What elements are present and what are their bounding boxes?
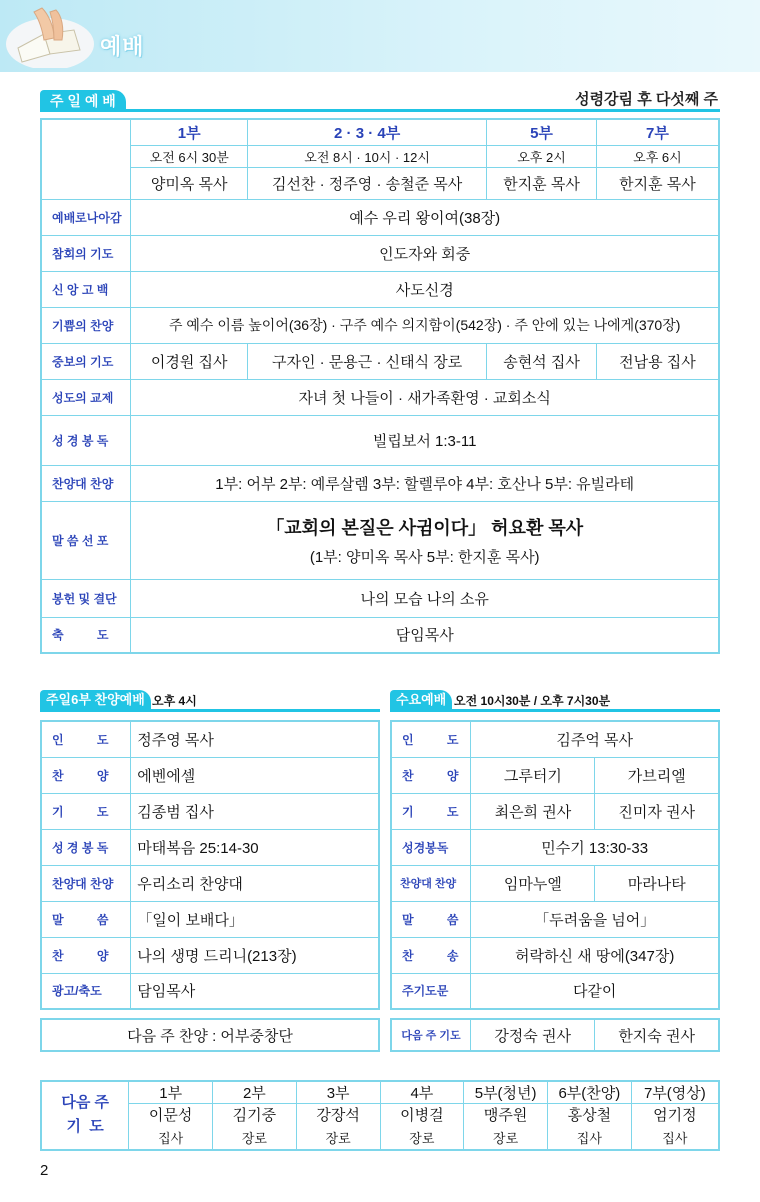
service-name: 1부 <box>131 119 248 145</box>
row-label: 축 도 <box>41 617 131 653</box>
service-name-row <box>41 119 719 145</box>
row-label: 참회의 기도 <box>41 235 131 271</box>
service-name: 5부 <box>487 119 597 145</box>
row-scripture <box>41 415 719 465</box>
name-cell: 이문성 <box>129 1104 213 1126</box>
row-choir <box>41 465 719 501</box>
row-value: 최은희 권사 <box>471 793 595 829</box>
row-creed <box>41 271 719 307</box>
sunday-worship-table <box>40 118 720 654</box>
row-label: 기 도 <box>41 793 131 829</box>
sunday6-time: 오후 4시 <box>152 694 197 708</box>
service-name: 2 · 3 · 4부 <box>248 119 487 145</box>
service-name: 7부 <box>596 119 719 145</box>
row-confession <box>41 235 719 271</box>
row-label: 찬양대 찬양 <box>41 865 131 901</box>
row-value: 민수기 13:30-33 <box>471 829 719 865</box>
row-label: 말 씀 <box>41 901 131 937</box>
name-cell: 엄기정 <box>631 1104 719 1126</box>
row-label: 성 경 봉 독 <box>41 829 131 865</box>
blank-cell <box>41 119 131 199</box>
service-pastor: 한지훈 목사 <box>596 167 719 199</box>
row-value: 빌립보서 1:3-11 <box>131 415 719 465</box>
name-cell: 홍상철 <box>547 1104 631 1126</box>
next-week-prayer-leaders-table <box>40 1080 720 1151</box>
row-value: 나의 모습 나의 소유 <box>131 579 719 617</box>
role-cell: 집사 <box>547 1126 631 1150</box>
row-value: 「두려움을 넘어」 <box>471 901 719 937</box>
row-label: 찬 양 <box>391 757 471 793</box>
next-week-label <box>41 1081 129 1150</box>
row-label: 기쁨의 찬양 <box>41 307 131 343</box>
row-label: 기 도 <box>391 793 471 829</box>
row-value: 담임목사 <box>131 617 719 653</box>
row-value: 김종범 집사 <box>131 793 379 829</box>
row-label: 성 경 봉 독 <box>41 415 131 465</box>
role-cell: 장로 <box>380 1126 464 1150</box>
service-pastor: 김선찬 · 정주영 · 송철준 목사 <box>248 167 487 199</box>
service-time: 오후 6시 <box>596 145 719 167</box>
part-cell: 1부 <box>129 1081 213 1104</box>
row-label: 신 앙 고 백 <box>41 271 131 307</box>
service-pastor-row <box>41 167 719 199</box>
part-cell: 7부(영상) <box>631 1081 719 1104</box>
part-cell: 5부(청년) <box>464 1081 548 1104</box>
wednesday-time: 오전 10시30분 / 오후 7시30분 <box>454 694 611 708</box>
sermon-note: (1부: 양미옥 목사 5부: 한지훈 목사) <box>309 548 540 566</box>
row-value: 「일이 보배다」 <box>131 901 379 937</box>
row-intercession <box>41 343 719 379</box>
row-value: 나의 생명 드리니(213장) <box>131 937 379 973</box>
row-value: 사도신경 <box>131 271 719 307</box>
row-label: 다음 주 기도 <box>391 1019 471 1051</box>
section-divider <box>40 709 380 712</box>
row-value: 전남용 집사 <box>596 343 719 379</box>
row-label: 인 도 <box>391 721 471 757</box>
row-label: 주기도문 <box>391 973 471 1009</box>
next-week-praise-box: 다음 주 찬양 : 어부중창단 <box>40 1018 380 1052</box>
row-label: 성경봉독 <box>391 829 471 865</box>
name-cell: 강장석 <box>296 1104 380 1126</box>
row-value: 우리소리 찬양대 <box>131 865 379 901</box>
row-label: 찬 송 <box>391 937 471 973</box>
row-label: 광고/축도 <box>41 973 131 1009</box>
row-label: 말 씀 <box>391 901 471 937</box>
role-cell: 장로 <box>296 1126 380 1150</box>
service-time-row <box>41 145 719 167</box>
liturgical-week: 성령강림 후 다섯째 주 <box>575 91 718 108</box>
sunday-worship-tab: 주 일 예 배 <box>40 90 126 112</box>
section-divider <box>40 109 720 112</box>
row-label: 찬양대 찬양 <box>41 465 131 501</box>
row-value: 허락하신 새 땅에(347장) <box>471 937 719 973</box>
row-value: 1부: 어부 2부: 예루살렘 3부: 할렐루야 4부: 호산나 5부: 유빌라테 <box>131 465 719 501</box>
sunday6-table <box>40 720 380 1010</box>
row-value: 이경원 집사 <box>131 343 248 379</box>
name-cell: 이병걸 <box>380 1104 464 1126</box>
row-value: 그루터기 <box>471 757 595 793</box>
row-value: 송현석 집사 <box>487 343 597 379</box>
next-week-label-line2: 기 도 <box>66 1118 104 1136</box>
name-row <box>41 1104 719 1126</box>
name-cell: 김기중 <box>213 1104 297 1126</box>
sunday6-tab: 주일6부 찬양예배 <box>40 690 151 710</box>
row-label: 봉헌 및 결단 <box>41 579 131 617</box>
wednesday-table <box>390 720 720 1010</box>
row-label: 인 도 <box>41 721 131 757</box>
service-time: 오전 6시 30분 <box>131 145 248 167</box>
role-cell: 장로 <box>464 1126 548 1150</box>
service-pastor: 양미옥 목사 <box>131 167 248 199</box>
row-label: 찬양대 찬양 <box>391 865 471 901</box>
row-value: 마태복음 25:14-30 <box>131 829 379 865</box>
part-cell: 4부 <box>380 1081 464 1104</box>
next-week-prayer-table <box>390 1018 720 1052</box>
name-cell: 맹주원 <box>464 1104 548 1126</box>
role-row <box>41 1126 719 1150</box>
row-value: 임마누엘 <box>471 865 595 901</box>
service-time: 오후 2시 <box>487 145 597 167</box>
next-week-label-line1: 다음 주 <box>61 1094 109 1112</box>
row-value: 가브리엘 <box>595 757 719 793</box>
role-cell: 장로 <box>213 1126 297 1150</box>
row-value: 정주영 목사 <box>131 721 379 757</box>
row-value: 강정숙 권사 <box>471 1019 595 1051</box>
row-joy-hymn <box>41 307 719 343</box>
row-offering <box>41 579 719 617</box>
row-value: 다같이 <box>471 973 719 1009</box>
role-cell: 집사 <box>129 1126 213 1150</box>
row-value: 마라나타 <box>595 865 719 901</box>
row-value <box>131 501 719 579</box>
row-label: 성도의 교제 <box>41 379 131 415</box>
row-label: 말 씀 선 포 <box>41 501 131 579</box>
role-cell: 집사 <box>631 1126 719 1150</box>
row-benediction <box>41 617 719 653</box>
section-divider <box>390 709 720 712</box>
part-cell: 3부 <box>296 1081 380 1104</box>
wednesday-tab: 수요예배 <box>390 690 452 710</box>
row-value: 구자인 · 문용근 · 신태식 장로 <box>248 343 487 379</box>
sermon-title: 「교회의 본질은 사귐이다」 허요환 목사 <box>266 517 584 538</box>
row-fellowship <box>41 379 719 415</box>
service-time: 오전 8시 · 10시 · 12시 <box>248 145 487 167</box>
row-sermon <box>41 501 719 579</box>
row-value: 담임목사 <box>131 973 379 1009</box>
page-title: 예배 <box>100 34 145 59</box>
row-value: 주 예수 이름 높이어(36장) · 구주 예수 의지함이(542장) · 주 안에 있는 나에게(370장) <box>131 307 719 343</box>
row-value: 에벤에셀 <box>131 757 379 793</box>
row-value: 김주억 목사 <box>471 721 719 757</box>
praying-hands-bible-icon <box>4 4 94 68</box>
row-value: 예수 우리 왕이여(38장) <box>131 199 719 235</box>
row-label: 찬 양 <box>41 937 131 973</box>
header-banner <box>0 0 760 72</box>
service-pastor: 한지훈 목사 <box>487 167 597 199</box>
part-cell: 6부(찬양) <box>547 1081 631 1104</box>
row-value: 인도자와 회중 <box>131 235 719 271</box>
row-label: 찬 양 <box>41 757 131 793</box>
page-number: 2 <box>40 1162 49 1179</box>
part-row <box>41 1081 719 1104</box>
row-label: 중보의 기도 <box>41 343 131 379</box>
row-value: 진미자 권사 <box>595 793 719 829</box>
part-cell: 2부 <box>213 1081 297 1104</box>
row-value: 자녀 첫 나들이 · 새가족환영 · 교회소식 <box>131 379 719 415</box>
row-value: 한지숙 권사 <box>595 1019 719 1051</box>
row-call-to-worship <box>41 199 719 235</box>
row-label: 예배로나아감 <box>41 199 131 235</box>
